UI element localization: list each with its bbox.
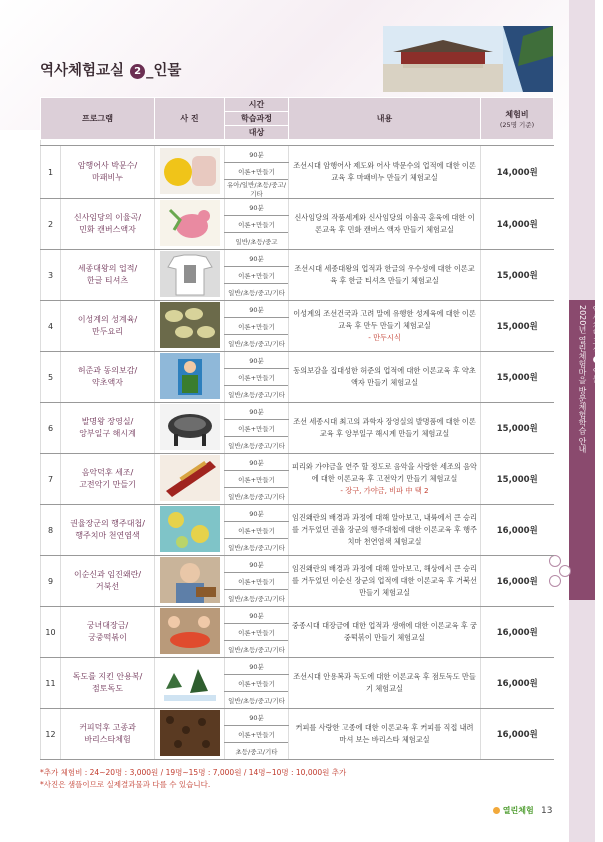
row-number: 10 [41, 607, 61, 658]
dyed-cloth-photo-icon [160, 506, 220, 552]
fee-cell: 14,000원 [481, 199, 554, 250]
target-cell: 일반/초등/중고/기타 [225, 335, 289, 352]
table-row [41, 199, 554, 216]
content-cell [289, 403, 481, 454]
time-cell: 90분 [225, 250, 289, 267]
content-text: 임진왜란의 배경과 과정에 대해 알아보고, 해상에서 큰 승리를 거두었던 이순신 장군의 업적에 대한 이론교육 후 거북선 만들기 체험교실 [292, 564, 477, 597]
row-number: 3 [41, 250, 61, 301]
time-cell: 90분 [225, 146, 289, 163]
content-text: 신사임당의 작품세계와 신사임당의 이율곡 훈육에 대한 이론교육 후 민화 캔버스 액자 만들기 체험교실 [294, 213, 475, 234]
content-cell [289, 199, 481, 250]
course-cell: 이론+만들기 [225, 675, 289, 692]
target-cell: 일반/초등/중고 [225, 233, 289, 250]
turtle-ship-photo-icon [160, 557, 220, 603]
program-photo [155, 709, 225, 760]
fee-cell: 15,000원 [481, 301, 554, 352]
table-row [41, 352, 554, 369]
course-cell: 이론+만들기 [225, 624, 289, 641]
course-cell: 이론+만들기 [225, 573, 289, 590]
row-number: 11 [41, 658, 61, 709]
content-extra: - 만두시식 [368, 333, 401, 342]
fee-cell: 14,000원 [481, 146, 554, 199]
target-cell: 일반/초등/중고/기타 [225, 437, 289, 454]
course-cell: 이론+만들기 [225, 726, 289, 743]
content-text: 동의보감을 집대성한 허준의 업적에 대한 이론교육 후 약초액자 만들기 체험교실 [293, 366, 476, 387]
content-text: 조선시대 암행어사 제도와 어사 박문수의 업적에 대한 이론교육 후 마패비누 만들기 체험교실 [293, 161, 476, 182]
row-number: 12 [41, 709, 61, 760]
content-cell [289, 352, 481, 403]
target-cell: 일반/초등/중고/기타 [225, 284, 289, 301]
tshirt-photo-icon [160, 251, 220, 297]
header-fee-label: 체험비 [505, 109, 529, 119]
target-cell: 일반/초등/중고/기타 [225, 590, 289, 607]
page-number: 13 [541, 806, 553, 816]
program-name: 독도를 지킨 안용복/ 점토독도 [61, 658, 155, 709]
content-cell [289, 454, 481, 505]
table-row [41, 454, 554, 471]
time-cell: 90분 [225, 709, 289, 726]
course-cell: 이론+만들기 [225, 471, 289, 488]
program-name: 허준과 동의보감/ 약초액자 [61, 352, 155, 403]
header-target: 대상 [225, 126, 289, 140]
target-cell: 일반/초등/중고/기타 [225, 692, 289, 709]
fee-cell: 15,000원 [481, 454, 554, 505]
program-photo [155, 505, 225, 556]
content-cell [289, 250, 481, 301]
title-suffix: _인물 [146, 63, 182, 79]
program-name: 세종대왕의 업적/ 한글 티셔츠 [61, 250, 155, 301]
time-cell: 90분 [225, 352, 289, 369]
content-cell [289, 709, 481, 760]
coffee-photo-icon [160, 710, 220, 756]
instrument-photo-icon [160, 455, 220, 501]
side-section-label: 역사체험교실 ➋ 인물 [592, 305, 601, 384]
target-cell: 일반/초등/중고/기타 [225, 641, 289, 658]
program-photo [155, 250, 225, 301]
table-row [41, 505, 554, 522]
course-cell: 이론+만들기 [225, 369, 289, 386]
time-cell: 90분 [225, 199, 289, 216]
program-table [40, 97, 554, 760]
content-text: 피리와 가야금을 연주 할 정도로 음악을 사랑한 세조의 음악에 대한 이론교육 후 고전악기 만들기 체험교실 [292, 462, 477, 483]
content-cell [289, 505, 481, 556]
row-number: 8 [41, 505, 61, 556]
header-time: 시간 [225, 98, 289, 112]
target-cell: 일반/초등/중고/기타 [225, 539, 289, 556]
content-extra: - 장구, 가야금, 비파 中 택 2 [340, 486, 429, 495]
content-cell [289, 607, 481, 658]
content-text: 조선시대 안용복과 독도에 대한 이론교육 후 점토독도 만들기 체험교실 [293, 672, 476, 693]
program-name: 이성계의 성계육/ 만두요리 [61, 301, 155, 352]
table-row [41, 658, 554, 675]
program-photo [155, 352, 225, 403]
footer-logo [493, 805, 534, 816]
content-text: 조선 세종시대 최고의 과학자 장영실의 발명품에 대한 이론교육 후 앙부일구 해시계 만들기 체험교실 [293, 417, 476, 438]
fee-cell: 15,000원 [481, 352, 554, 403]
dumplings-photo-icon [160, 302, 220, 348]
program-name: 발명왕 장영실/ 앙부일구 해시계 [61, 403, 155, 454]
header-course: 학습과정 [225, 112, 289, 126]
header-fee [481, 98, 554, 140]
row-number: 2 [41, 199, 61, 250]
row-number: 9 [41, 556, 61, 607]
row-number: 1 [41, 146, 61, 199]
target-cell: 일반/초등/중고/기타 [225, 386, 289, 403]
program-name: 이순신과 임진왜란/ 거북선 [61, 556, 155, 607]
header-program: 프로그램 [41, 98, 155, 140]
fee-cell: 16,000원 [481, 505, 554, 556]
herb-frame-photo-icon [160, 353, 220, 399]
sundial-photo-icon [160, 404, 220, 450]
content-text: 커피를 사랑한 고종에 대한 이론교육 후 커피를 직접 내려 마셔 보는 바리스타 체험교실 [295, 723, 474, 744]
program-name: 커피덕후 고종과 바리스타체험 [61, 709, 155, 760]
course-cell: 이론+만들기 [225, 216, 289, 233]
palace-photo [383, 26, 553, 92]
course-cell: 이론+만들기 [225, 522, 289, 539]
content-text: 조선시대 세종대왕의 업적과 한글의 우수성에 대한 이론교육 후 한글 티셔츠 만들기 체험교실 [294, 264, 475, 285]
note-extra-fee: *추가 체험비 : 24~20명 : 3,000원 / 19명~15명 : 7,000원 / 14명~10명 : 10,000원 추가 [40, 768, 347, 777]
fee-cell: 16,000원 [481, 607, 554, 658]
fee-cell: 16,000원 [481, 709, 554, 760]
program-photo [155, 658, 225, 709]
course-cell: 이론+만들기 [225, 318, 289, 335]
program-name: 암행어사 박문수/ 마패비누 [61, 146, 155, 199]
table-row [41, 607, 554, 624]
time-cell: 90분 [225, 454, 289, 471]
bird-canvas-photo-icon [160, 200, 220, 246]
course-cell: 이론+만들기 [225, 267, 289, 284]
row-number: 4 [41, 301, 61, 352]
content-text: 임진왜란의 배경과 과정에 대해 알아보고, 내륙에서 큰 승리를 거두었던 권율 장군의 행주대첩에 대한 이론교육 후 행주치마 천연염색 체험교실 [292, 513, 477, 546]
target-cell: 유아/일반/초등/중고/기타 [225, 180, 289, 199]
program-name: 신사임당의 이율곡/ 민화 캔버스액자 [61, 199, 155, 250]
table-row [41, 556, 554, 573]
program-photo [155, 301, 225, 352]
header-photo: 사 진 [155, 98, 225, 140]
content-text: 중종시대 대장금에 대한 업적과 생애에 대한 이론교육 후 궁중떡볶이 만들기 체험교실 [292, 621, 477, 642]
content-cell [289, 146, 481, 199]
table-row [41, 301, 554, 318]
target-cell: 일반/초등/중고/기타 [225, 488, 289, 505]
program-photo [155, 146, 225, 199]
cooking-photo-icon [160, 608, 220, 654]
fee-cell: 16,000원 [481, 658, 554, 709]
row-number: 5 [41, 352, 61, 403]
table-row [41, 146, 554, 163]
program-photo [155, 199, 225, 250]
notes [40, 767, 346, 791]
fee-cell: 16,000원 [481, 556, 554, 607]
title-prefix: 역사체험교실 [40, 63, 125, 79]
content-cell [289, 301, 481, 352]
logo-icon [493, 807, 500, 814]
course-cell: 이론+만들기 [225, 163, 289, 180]
table-row [41, 403, 554, 420]
title-number-badge: 2 [130, 64, 145, 79]
time-cell: 90분 [225, 556, 289, 573]
course-cell: 이론+만들기 [225, 420, 289, 437]
time-cell: 90분 [225, 607, 289, 624]
program-name: 음악덕후 세조/ 고전악기 만들기 [61, 454, 155, 505]
program-photo [155, 454, 225, 505]
program-name: 권율장군의 행주대첩/ 행주치마 천연염색 [61, 505, 155, 556]
table-row [41, 709, 554, 726]
target-cell: 초등/중고/기타 [225, 743, 289, 760]
program-name: 궁녀대장금/ 궁중떡볶이 [61, 607, 155, 658]
row-number: 6 [41, 403, 61, 454]
side-tab-text [575, 305, 603, 453]
program-photo [155, 403, 225, 454]
page-title [40, 59, 181, 80]
clay-dokdo-photo-icon [160, 659, 220, 705]
content-cell [289, 556, 481, 607]
content-cell [289, 658, 481, 709]
program-photo [155, 607, 225, 658]
side-guide-label: 2020년 열린체험마을 방문체험학습 안내 [578, 305, 587, 453]
header-content: 내용 [289, 98, 481, 140]
table-row [41, 250, 554, 267]
row-number: 7 [41, 454, 61, 505]
time-cell: 90분 [225, 301, 289, 318]
yellow-soap-photo-icon [160, 148, 220, 194]
content-text: 이성계의 조선건국과 고려 말에 유행한 성계육에 대한 이론교육 후 만두 만들기 체험교실 [293, 309, 476, 330]
header-fee-note: (25명 기준) [499, 120, 535, 129]
fee-cell: 15,000원 [481, 250, 554, 301]
logo-text: 열린체험 [502, 806, 534, 815]
time-cell: 90분 [225, 505, 289, 522]
time-cell: 90분 [225, 658, 289, 675]
note-photo-sample: *사진은 샘플이므로 실제결과물과 다를 수 있습니다. [40, 780, 211, 789]
fee-cell: 15,000원 [481, 403, 554, 454]
time-cell: 90분 [225, 403, 289, 420]
program-photo [155, 556, 225, 607]
